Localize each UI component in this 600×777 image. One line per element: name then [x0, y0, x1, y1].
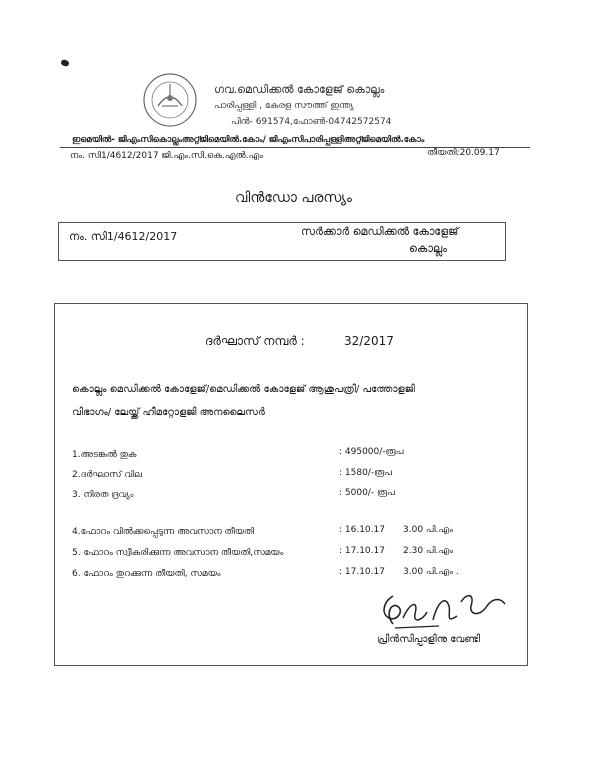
item-deposit-label: 3. നിരത ദ്രവ്യം	[72, 490, 134, 500]
email-line: ഇമെയിൽ- ജിഎംസികൊല്ലംഅറ്റ്ജിമെയിൽ.കോം/ ജിഎംസിപാരിപ്പള്ളിഅറ്റ്ജിമെയിൽ.കോം	[72, 135, 425, 145]
scan-speck	[60, 59, 70, 67]
tender-box	[54, 303, 528, 666]
reference-number: നം. സി1/4612/2017 ജി.എം.സി.കെ.എൽ.എം	[70, 151, 264, 161]
tender-number: 32/2017	[344, 334, 394, 348]
date-sale-time: 3.00 പി.എം	[403, 525, 454, 535]
item-form-price-label: 2.ദർഘാസ് വില	[72, 470, 142, 480]
college-emblem-icon	[140, 70, 200, 130]
item-form-price-value: : 1580/-രൂപ	[339, 468, 392, 478]
reference-box	[58, 222, 506, 261]
institution-address: പാരിപ്പള്ളി , കേരള സൗത്ത് ഇന്ത്യ	[214, 101, 354, 111]
date-opening-date: : 17.10.17	[339, 567, 385, 577]
tender-number-label: ദർഘാസ് നമ്പർ :	[205, 334, 305, 348]
handwritten-signature	[375, 584, 515, 636]
issue-date: തീയതി:20.09.17	[427, 148, 500, 158]
pin-phone: പിൻ- 691574,ഫോൺ-04742572574	[231, 117, 392, 127]
date-opening-time: 3.00 പി.എം .	[403, 567, 459, 577]
item-estimate-value: : 495000/-രൂപ	[339, 447, 404, 457]
ref-box-number: നം. സി1/4612/2017	[69, 230, 178, 243]
date-sale-label: 4.ഫോറം വിൽക്കപ്പെടുന്ന അവസാന തീയതി	[72, 527, 255, 537]
date-opening-label: 6. ഫോറം തുറക്കുന്ന തീയതി, സമയം	[72, 569, 221, 579]
date-receipt-label: 5. ഫോറം സ്വീകരിക്കുന്ന അവസാന തീയതി,സമയം	[72, 548, 284, 558]
date-receipt-date: : 17.10.17	[339, 546, 385, 556]
signatory-label: പ്രിൻസിപ്പാളിനു വേണ്ടി	[377, 634, 480, 645]
tender-description-line2: വിഭാഗം/ ലേയ്ക്ക് ഹീമറ്റോളജി അനലൈസർ	[72, 407, 265, 418]
tender-description-line1: കൊല്ലം മെഡിക്കൽ കോളേജ്/മെഡിക്കൽ കോളേജ് ആശുപത്രി/ പത്തോളജി	[72, 384, 415, 395]
date-receipt-time: 2.30 പി.എം	[403, 546, 454, 556]
item-estimate-label: 1.അടങ്കൽ തുക	[72, 450, 137, 460]
ref-box-office-line1: സർക്കാർ മെഡിക്കൽ കോളേജ്	[301, 225, 459, 238]
date-sale-date: : 16.10.17	[339, 525, 385, 535]
institution-name: ഗവ.മെഡിക്കൽ കോളേജ് കൊല്ലം	[214, 83, 385, 96]
ref-box-office-line2: കൊല്ലം	[409, 242, 447, 255]
notice-title: വിൻഡോ പരസ്യം	[235, 190, 352, 206]
item-deposit-value: : 5000/- രൂപ	[339, 488, 395, 498]
